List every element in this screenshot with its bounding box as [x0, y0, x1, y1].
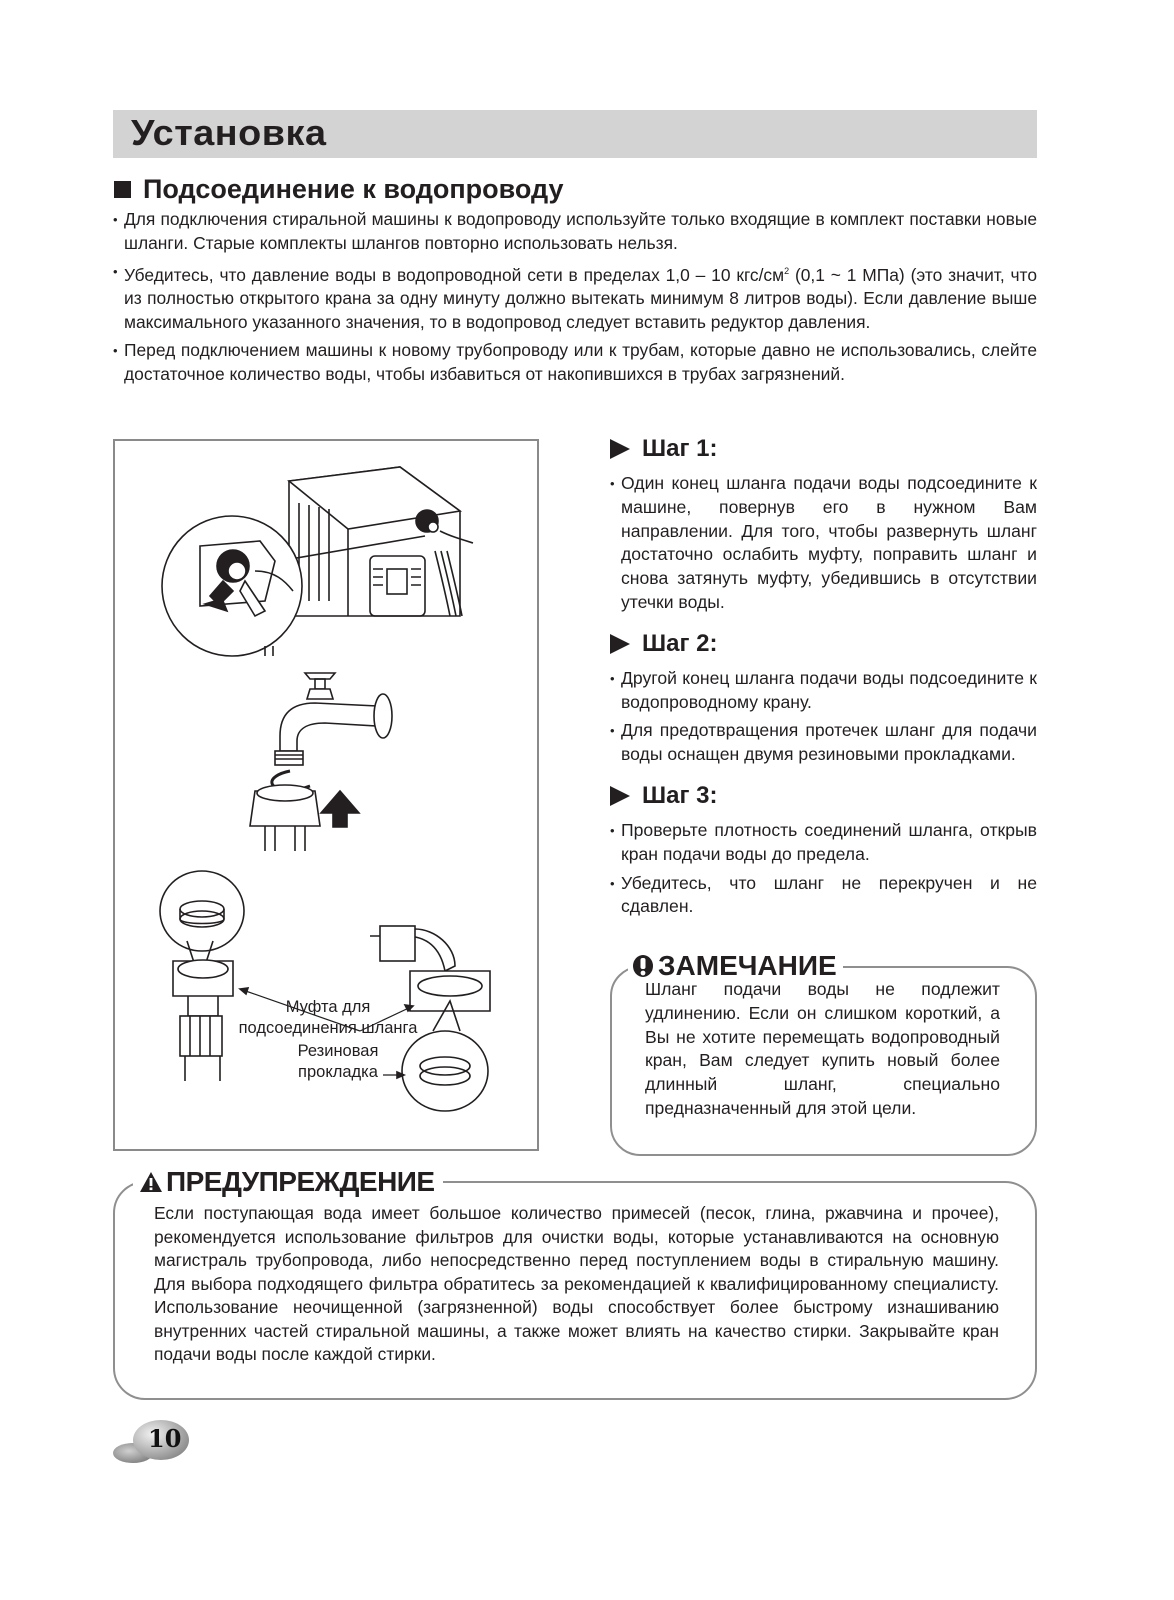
- step-title-text: Шаг 1:: [642, 435, 718, 462]
- label-coupling: Муфта для подсоединения шланга: [238, 998, 418, 1037]
- warning-title: [133, 1163, 443, 1201]
- square-bullet-icon: [114, 181, 131, 198]
- step-bullet: • Проверьте плотность соединений шланга, открыв кран подачи воды до предела.: [610, 819, 1037, 867]
- step-3: [610, 781, 1037, 919]
- page-number-badge: [113, 1418, 193, 1464]
- step-title: [610, 434, 1037, 464]
- note-title-text: ЗАМЕЧАНИЕ: [658, 950, 837, 981]
- intro-bullets: [113, 208, 1037, 391]
- intro-bullet: [113, 260, 1037, 334]
- label-gasket: Резиновая прокладка: [297, 1042, 379, 1081]
- step-bullet: • Для предотвращения протечек шланг для подачи воды оснащен двумя резиновыми прокладками.: [610, 719, 1037, 767]
- step-bullet: • Убедитесь, что шланг не перекручен и не сдавлен.: [610, 872, 1037, 920]
- hose-coupling-left-illustration: [160, 871, 244, 1081]
- warning-triangle-icon: [139, 1171, 163, 1193]
- exclamation-circle-icon: [632, 954, 654, 978]
- section-heading: [114, 174, 564, 205]
- magnified-inlet-illustration: [162, 516, 302, 656]
- triangle-arrow-icon: [610, 786, 630, 806]
- superscript: 2: [784, 266, 790, 276]
- step-title-text: Шаг 2:: [642, 629, 718, 657]
- water-tap-illustration: [250, 673, 392, 851]
- intro-bullet-pressure-tail: (0,1 ~ 1 МПа) (это значит, что из полностью открытого крана за одну минуту должно вытекать минимум 8 литров воды). Если давление выше максимального указанного значения, то в водопровод следует вставить редуктор давления.: [124, 264, 1037, 332]
- step-title: [610, 781, 1037, 811]
- intro-bullet: • Перед подключением машины к новому трубопроводу или к трубам, которые давно не использовались, слейте достаточное количество воды, чтобы избавиться от накопившихся в трубах загрязнений.: [113, 339, 1037, 386]
- page-title: Установка: [131, 112, 327, 153]
- page-title-bar: [113, 110, 1037, 158]
- step-bullet: • Другой конец шланга подачи воды подсоедините к водопроводному крану.: [610, 667, 1037, 715]
- step-2: [610, 629, 1037, 767]
- warning-title-text: ПРЕДУПРЕЖДЕНИЕ: [166, 1166, 435, 1197]
- step-title: [610, 629, 1037, 659]
- section-heading-text: Подсоединение к водопроводу: [143, 174, 564, 204]
- warning-text: Если поступающая вода имеет большое количество примесей (песок, глина, ржавчина и прочее), рекомендуется использование фильтров для очистки воды, которые устанавливаются на основную магистраль трубопровода, либо непосредственно перед поступлением воды в стиральную машину. Для выбора подходящего фильтра обратитесь за рекомендацией к квалифицированному специалисту. Использование неочищенной (загрязненной) воды способствует более быстрому изнашиванию внутренних частей стиральной машины, а также может влиять на качество стирки. Закрывайте кран подачи воды после каждой стирки.: [154, 1203, 999, 1364]
- installation-illustration: [113, 439, 539, 1151]
- step-title-text: Шаг 3:: [642, 781, 718, 809]
- triangle-arrow-icon: [610, 634, 630, 654]
- triangle-arrow-icon: [610, 439, 630, 459]
- page-number: 10: [148, 1424, 182, 1453]
- steps-column: [610, 434, 1037, 933]
- note-text: Шланг подачи воды не подлежит удлинению. Если он слишком короткий, а Вы не хотите перемещать водопроводный кран, Вам следует купить новый более длинный шланг, специально предназначенный для этой цели.: [645, 979, 1000, 1118]
- intro-bullet: • Для подключения стиральной машины к водопроводу используйте только входящие в комплект поставки новые шланги. Старые комплекты шлангов повторно использовать нельзя.: [113, 208, 1037, 255]
- step-bullet: • Один конец шланга подачи воды подсоедините к машине, повернув его в нужном Вам направлении. Для того, чтобы развернуть шланг достаточно ослабить муфту, поправить шланг и снова затянуть муфту, убедившись в отсутствии утечки воды.: [610, 472, 1037, 615]
- intro-bullet-pressure: Убедитесь, что давление воды в водопроводной сети в пределах 1,0 – 10 кгс/см: [124, 264, 785, 285]
- step-1: [610, 434, 1037, 615]
